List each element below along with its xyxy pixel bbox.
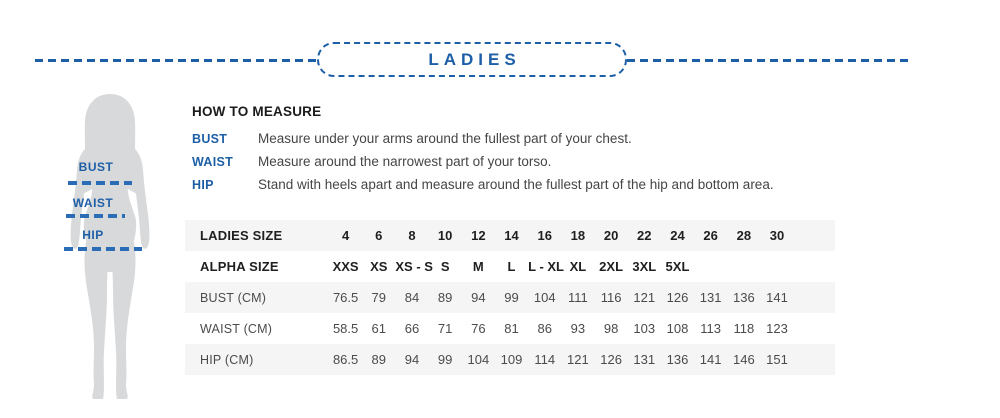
size-cell: 114 xyxy=(534,352,556,367)
measure-description: Measure around the narrowest part of your torso. xyxy=(258,154,552,169)
size-cell: 86.5 xyxy=(332,352,359,367)
size-cell: 6 xyxy=(375,228,383,243)
size-cell: 2XL xyxy=(599,259,624,274)
size-cell: 89 xyxy=(371,352,387,367)
size-cell: 121 xyxy=(567,352,589,367)
size-cell: 111 xyxy=(568,290,588,305)
size-cell: 8 xyxy=(408,228,416,243)
size-cell: 24 xyxy=(670,228,685,243)
size-cell: 26 xyxy=(703,228,718,243)
size-cell: 5XL xyxy=(665,259,690,274)
measure-term: WAIST xyxy=(192,154,234,169)
size-cell: 94 xyxy=(404,352,420,367)
size-cell: 18 xyxy=(570,228,586,243)
measure-description: Measure under your arms around the fullest part of your chest. xyxy=(258,131,632,146)
table-row xyxy=(185,220,835,251)
figure-bust-label: BUST xyxy=(78,160,114,174)
size-cell: 20 xyxy=(603,228,619,243)
size-cell: 123 xyxy=(766,321,788,336)
size-cell: 126 xyxy=(600,352,622,367)
row-label: WAIST (CM) xyxy=(200,321,273,336)
size-cell: 10 xyxy=(437,228,453,243)
size-cell: 136 xyxy=(666,352,689,367)
header-dash-left xyxy=(35,59,317,62)
size-cell: 126 xyxy=(666,290,689,305)
size-cell: 113 xyxy=(700,321,722,336)
size-cell: 141 xyxy=(766,290,788,305)
size-cell: 108 xyxy=(666,321,689,336)
size-cell: 4 xyxy=(341,228,350,243)
size-cell: L - XL xyxy=(528,259,564,274)
size-cell: L xyxy=(507,259,516,274)
size-cell: 99 xyxy=(504,290,519,305)
row-label: HIP (CM) xyxy=(200,352,254,367)
how-to-measure-section xyxy=(192,104,892,196)
size-cell: 89 xyxy=(437,290,453,305)
size-cell: 61 xyxy=(371,321,387,336)
size-cell: 3XL xyxy=(632,259,657,274)
bust-measure-line xyxy=(68,181,132,185)
size-cell: 76 xyxy=(471,321,486,336)
size-cell: 93 xyxy=(570,321,586,336)
size-cell: 104 xyxy=(467,352,490,367)
size-cell: 98 xyxy=(603,321,619,336)
woman-silhouette xyxy=(45,92,175,412)
size-cell: 131 xyxy=(633,352,656,367)
size-cell: 131 xyxy=(699,290,722,305)
figure-waist-label: WAIST xyxy=(72,196,114,210)
size-cell: 118 xyxy=(733,321,755,336)
measure-term: BUST xyxy=(192,131,228,146)
how-to-measure-title: HOW TO MEASURE xyxy=(192,104,322,119)
size-cell: XL xyxy=(569,259,587,274)
size-cell: 79 xyxy=(371,290,387,305)
ladies-header-pill xyxy=(317,42,627,77)
row-label: BUST (CM) xyxy=(200,290,267,305)
size-cell: XS xyxy=(370,259,388,274)
size-cell: 16 xyxy=(537,228,552,243)
hip-measure-line xyxy=(64,247,142,251)
table-row xyxy=(185,344,835,375)
size-cell: 58.5 xyxy=(332,321,359,336)
size-cell: 28 xyxy=(736,228,752,243)
size-cell: 99 xyxy=(437,352,453,367)
size-cell: 141 xyxy=(699,352,722,367)
size-cell: 84 xyxy=(404,290,420,305)
size-cell: 76.5 xyxy=(332,290,359,305)
section-title: LADIES xyxy=(428,49,521,69)
size-cell: 66 xyxy=(404,321,420,336)
size-cell: 146 xyxy=(732,352,755,367)
figure-hip-label: HIP xyxy=(82,228,104,242)
size-cell: 109 xyxy=(500,352,523,367)
size-cell: XS - S xyxy=(395,259,433,274)
size-cell: 81 xyxy=(504,321,519,336)
size-cell: 151 xyxy=(766,352,788,367)
size-table xyxy=(185,220,835,375)
size-cell: 86 xyxy=(537,321,552,336)
header-dash-right xyxy=(627,59,913,62)
size-cell: 104 xyxy=(533,290,556,305)
size-cell: 136 xyxy=(732,290,755,305)
size-cell: 121 xyxy=(633,290,656,305)
table-row xyxy=(185,251,835,282)
row-label: LADIES SIZE xyxy=(200,228,283,243)
measure-description: Stand with heels apart and measure around the fullest part of the hip and bottom area. xyxy=(258,177,774,192)
size-cell: 14 xyxy=(504,228,519,243)
size-cell: 71 xyxy=(437,321,453,336)
measure-item-waist xyxy=(192,150,892,173)
measure-term: HIP xyxy=(192,177,214,192)
waist-measure-line xyxy=(66,214,125,218)
size-cell: 94 xyxy=(471,290,486,305)
measurement-figure xyxy=(45,92,175,412)
measure-item-bust xyxy=(192,127,892,150)
size-cell: 30 xyxy=(769,228,785,243)
size-cell: 116 xyxy=(600,290,622,305)
size-cell: 103 xyxy=(633,321,656,336)
row-label: ALPHA SIZE xyxy=(200,259,279,274)
table-row xyxy=(185,313,835,344)
size-cell: 22 xyxy=(637,228,652,243)
size-cell: XXS xyxy=(332,259,359,274)
size-cell: S xyxy=(440,259,450,274)
size-cell: M xyxy=(472,259,484,274)
measure-item-hip xyxy=(192,173,892,196)
size-cell: 12 xyxy=(471,228,486,243)
table-row xyxy=(185,282,835,313)
